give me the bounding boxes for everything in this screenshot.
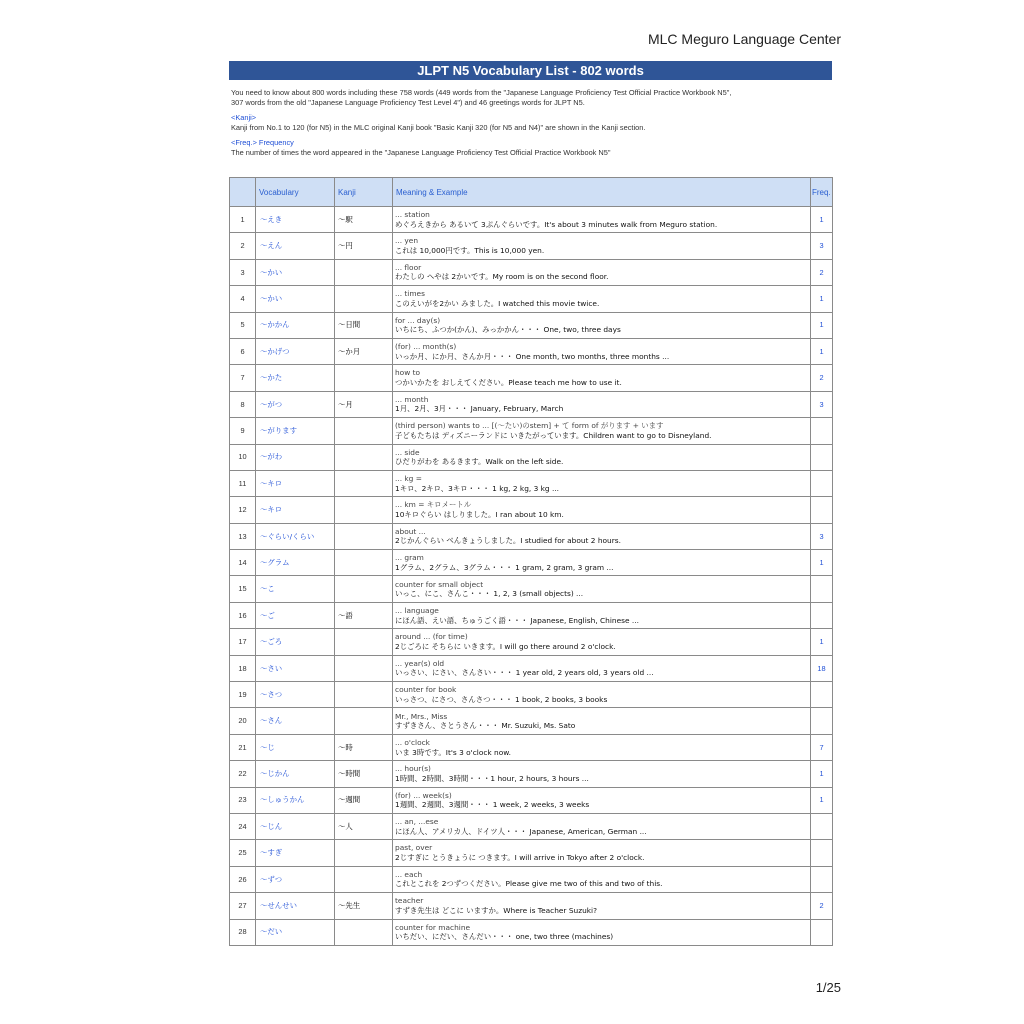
frequency-cell	[811, 682, 833, 708]
kanji-cell	[335, 550, 393, 576]
language-center-name: MLC Meguro Language Center	[647, 31, 841, 47]
meaning-example-cell	[393, 259, 811, 285]
row-number: 9	[230, 418, 256, 444]
frequency-cell	[811, 708, 833, 734]
example-sentence: いっこ、にこ、さんこ・・・ 1, 2, 3 (small objects) ...	[395, 589, 584, 599]
kanji-note	[231, 113, 831, 132]
row-number: 23	[230, 787, 256, 813]
frequency-cell: 3	[811, 523, 833, 549]
vocabulary-word: ～かた	[256, 365, 335, 391]
kanji-cell: ～駅	[335, 207, 393, 233]
vocabulary-word: ～じん	[256, 813, 335, 839]
vocabulary-word: ～じかん	[256, 761, 335, 787]
vocabulary-table	[229, 177, 833, 946]
frequency-cell: 1	[811, 550, 833, 576]
example-sentence: 1キロ、2キロ、3キロ・・・ 1 kg, 2 kg, 3 kg ...	[395, 483, 560, 493]
vocabulary-word: ～ずつ	[256, 866, 335, 892]
example-sentence: これは 10,000円です。This is 10,000 yen.	[395, 246, 545, 256]
table-row	[230, 734, 833, 760]
vocabulary-word: ～グラム	[256, 550, 335, 576]
meaning-text: (for) ... month(s)	[395, 342, 457, 352]
meaning-text: for ... day(s)	[395, 315, 441, 325]
meaning-text: ... yen	[395, 236, 419, 246]
kanji-cell	[335, 919, 393, 945]
kanji-cell	[335, 470, 393, 496]
frequency-cell: 7	[811, 734, 833, 760]
kanji-cell	[335, 840, 393, 866]
row-number: 3	[230, 259, 256, 285]
vocabulary-word: ～しゅうかん	[256, 787, 335, 813]
meaning-example-cell	[393, 655, 811, 681]
example-sentence: 子どもたちは ディズニーランドに いきたがっています。Children want to go to Disneyland.	[395, 430, 712, 440]
kanji-cell	[335, 444, 393, 470]
row-number: 14	[230, 550, 256, 576]
meaning-example-cell	[393, 761, 811, 787]
table-body	[230, 207, 833, 946]
freq-note-text: The number of times the word appeared in the "Japanese Language Proficiency Test Official Practice Workbook N5"	[231, 147, 611, 157]
meaning-example-cell	[393, 550, 811, 576]
frequency-cell: 3	[811, 391, 833, 417]
meaning-text: ... o'clock	[395, 737, 430, 747]
meaning-example-cell	[393, 312, 811, 338]
vocabulary-word: ～じ	[256, 734, 335, 760]
meaning-text: past, over	[395, 843, 433, 853]
kanji-note-text: Kanji from No.1 to 120 (for N5) in the MLC original Kanji book "Basic Kanji 320 (for N5 and N4)" are shown in the Kanji section.	[231, 122, 646, 132]
example-sentence: すずきさん、さとうさん・・・ Mr. Suzuki, Ms. Sato	[395, 721, 576, 731]
kanji-cell: ～日間	[335, 312, 393, 338]
meaning-example-cell	[393, 893, 811, 919]
kanji-cell	[335, 418, 393, 444]
row-number: 19	[230, 682, 256, 708]
meaning-example-cell	[393, 813, 811, 839]
frequency-cell: 1	[811, 338, 833, 364]
frequency-cell	[811, 919, 833, 945]
frequency-cell: 1	[811, 207, 833, 233]
table-row	[230, 813, 833, 839]
row-number: 15	[230, 576, 256, 602]
meaning-example-cell	[393, 497, 811, 523]
example-sentence: いちにち、ふつか(かん)、みっかかん・・・ One, two, three days	[395, 325, 621, 335]
example-sentence: このえいがを2かい みました。I watched this movie twice.	[395, 298, 600, 308]
row-number: 25	[230, 840, 256, 866]
row-number: 5	[230, 312, 256, 338]
table-row	[230, 444, 833, 470]
frequency-cell: 2	[811, 893, 833, 919]
meaning-example-cell	[393, 682, 811, 708]
row-number: 24	[230, 813, 256, 839]
meaning-text: ... each	[395, 869, 423, 879]
kanji-cell	[335, 708, 393, 734]
vocabulary-word: ～かい	[256, 259, 335, 285]
meaning-text: around ... (for time)	[395, 632, 468, 642]
row-number: 13	[230, 523, 256, 549]
vocabulary-word: ～せんせい	[256, 893, 335, 919]
kanji-cell	[335, 365, 393, 391]
row-number: 27	[230, 893, 256, 919]
example-sentence: 1月、2月、3月・・・ January, February, March	[395, 404, 564, 414]
meaning-text: ... month	[395, 394, 429, 404]
example-sentence: 2じかんぐらい べんきょうしました。I studied for about 2 hours.	[395, 536, 621, 546]
meaning-example-cell	[393, 233, 811, 259]
freq-tag: <Freq.> Frequency	[231, 138, 294, 148]
vocabulary-word: ～かい	[256, 286, 335, 312]
kanji-cell: ～時間	[335, 761, 393, 787]
table-row	[230, 523, 833, 549]
frequency-cell	[811, 602, 833, 628]
table-row	[230, 233, 833, 259]
meaning-text: ... year(s) old	[395, 658, 445, 668]
row-number: 7	[230, 365, 256, 391]
frequency-cell: 1	[811, 629, 833, 655]
table-row	[230, 655, 833, 681]
table-row	[230, 866, 833, 892]
example-sentence: いま 3時です。It's 3 o'clock now.	[395, 747, 511, 757]
meaning-text: about ...	[395, 526, 426, 536]
vocabulary-word: ～がります	[256, 418, 335, 444]
meaning-text: ... station	[395, 210, 430, 220]
kanji-cell	[335, 259, 393, 285]
example-sentence: ひだりがわを あるきます。Walk on the left side.	[395, 457, 564, 467]
meaning-text: ... kg =	[395, 474, 422, 483]
meaning-text: teacher	[395, 896, 424, 906]
meaning-text: ... language	[395, 605, 439, 615]
table-row	[230, 391, 833, 417]
column-header-meaning: Meaning & Example	[393, 178, 811, 207]
row-number: 28	[230, 919, 256, 945]
column-header-vocabulary: Vocabulary	[256, 178, 335, 207]
row-number: 16	[230, 602, 256, 628]
kanji-cell: ～語	[335, 602, 393, 628]
row-number: 6	[230, 338, 256, 364]
meaning-text: counter for small object	[395, 579, 484, 589]
row-number: 10	[230, 444, 256, 470]
row-number: 17	[230, 629, 256, 655]
intro-line-2: 307 words from the old "Japanese Language Proficiency Test Level 4") and 46 greetings words for JLPT N5.	[231, 97, 585, 107]
meaning-example-cell	[393, 708, 811, 734]
kanji-cell	[335, 523, 393, 549]
meaning-text: counter for book	[395, 685, 457, 695]
row-number: 20	[230, 708, 256, 734]
vocabulary-word: ～がつ	[256, 391, 335, 417]
row-number: 2	[230, 233, 256, 259]
intro-line-1: You need to know about 800 words including these 758 words (449 words from the "Japanese Language Proficiency Test Official Practice Workbook N5",	[231, 88, 732, 97]
kanji-cell	[335, 682, 393, 708]
meaning-example-cell	[393, 919, 811, 945]
kanji-cell	[335, 655, 393, 681]
kanji-cell: ～人	[335, 813, 393, 839]
kanji-cell: ～月	[335, 391, 393, 417]
meaning-example-cell	[393, 523, 811, 549]
example-sentence: 2じすぎに とうきょうに つきます。I will arrive in Tokyo after 2 o'clock.	[395, 853, 645, 863]
meaning-example-cell	[393, 418, 811, 444]
frequency-cell	[811, 866, 833, 892]
kanji-cell: ～先生	[335, 893, 393, 919]
row-number: 22	[230, 761, 256, 787]
example-sentence: 1週間、2週間、3週間・・・ 1 week, 2 weeks, 3 weeks	[395, 800, 590, 810]
frequency-cell: 1	[811, 286, 833, 312]
kanji-tag: <Kanji>	[231, 113, 257, 123]
example-sentence: めぐろえきから あるいて 3ぷんぐらいです。It's about 3 minutes walk from Meguro station.	[395, 219, 718, 229]
table-row	[230, 338, 833, 364]
frequency-cell: 2	[811, 259, 833, 285]
frequency-cell: 1	[811, 312, 833, 338]
vocabulary-word: ～キロ	[256, 497, 335, 523]
table-row	[230, 840, 833, 866]
table-row	[230, 259, 833, 285]
example-sentence: わたしの へやは 2かいです。My room is on the second floor.	[395, 272, 609, 282]
row-number: 1	[230, 207, 256, 233]
vocabulary-word: ～かげつ	[256, 338, 335, 364]
table-row	[230, 576, 833, 602]
meaning-example-cell	[393, 338, 811, 364]
table-row	[230, 418, 833, 444]
frequency-cell	[811, 813, 833, 839]
meaning-text: ... gram	[395, 553, 424, 563]
meaning-example-cell	[393, 629, 811, 655]
meaning-example-cell	[393, 286, 811, 312]
vocabulary-word: ～すぎ	[256, 840, 335, 866]
example-sentence: いっさい、にさい、さんさい・・・ 1 year old, 2 years old, 3 years old ...	[395, 668, 654, 678]
frequency-cell	[811, 497, 833, 523]
vocabulary-word: ～さん	[256, 708, 335, 734]
meaning-text: ... an, ...ese	[395, 817, 439, 827]
example-sentence: いっさつ、にさつ、さんさつ・・・ 1 book, 2 books, 3 books	[395, 694, 608, 704]
row-number: 12	[230, 497, 256, 523]
intro-section	[231, 88, 831, 164]
meaning-text: how to	[395, 368, 421, 378]
meaning-text: ... km = キロメートル	[395, 500, 472, 510]
vocabulary-word: ～だい	[256, 919, 335, 945]
frequency-cell	[811, 444, 833, 470]
meaning-example-cell	[393, 365, 811, 391]
table-row	[230, 682, 833, 708]
kanji-cell: ～円	[335, 233, 393, 259]
meaning-example-cell	[393, 734, 811, 760]
vocabulary-word: ～ご	[256, 602, 335, 628]
table-row	[230, 893, 833, 919]
column-header-no	[230, 178, 256, 207]
frequency-cell: 3	[811, 233, 833, 259]
vocabulary-word: ～かかん	[256, 312, 335, 338]
row-number: 11	[230, 470, 256, 496]
meaning-text: ... floor	[395, 262, 422, 272]
table-row	[230, 708, 833, 734]
example-sentence: いちだい、にだい、さんだい・・・ one, two three (machines)	[395, 932, 614, 942]
meaning-example-cell	[393, 444, 811, 470]
example-sentence: 1グラム、2グラム、3グラム・・・ 1 gram, 2 gram, 3 gram ...	[395, 562, 614, 572]
frequency-cell: 1	[811, 761, 833, 787]
example-sentence: これとこれを 2つずつください。Please give me two of this and two of this.	[395, 879, 663, 889]
meaning-example-cell	[393, 576, 811, 602]
example-sentence: にほん語、えい語、ちゅうごく語・・・ Japanese, English, Chinese ...	[395, 615, 639, 625]
page-number: 1/25	[815, 980, 841, 995]
table-header-row	[230, 178, 833, 207]
kanji-cell: ～か月	[335, 338, 393, 364]
vocabulary-word: ～えき	[256, 207, 335, 233]
vocabulary-word: ～ぐらい/くらい	[256, 523, 335, 549]
table-row	[230, 761, 833, 787]
meaning-text: ... times	[395, 289, 425, 299]
meaning-example-cell	[393, 391, 811, 417]
meaning-text: ... hour(s)	[395, 764, 431, 774]
meaning-text: (third person) wants to ... [(～たい)のstem] + て form of がります + います	[395, 421, 664, 431]
table-row	[230, 919, 833, 945]
meaning-text: counter for machine	[395, 922, 471, 932]
example-sentence: 10キロぐらい はしりました。I ran about 10 km.	[395, 509, 564, 519]
kanji-cell	[335, 866, 393, 892]
frequency-cell: 18	[811, 655, 833, 681]
column-header-kanji: Kanji	[335, 178, 393, 207]
kanji-cell	[335, 576, 393, 602]
table-row	[230, 629, 833, 655]
document-title: JLPT N5 Vocabulary List - 802 words	[229, 61, 832, 80]
vocabulary-word: ～こ	[256, 576, 335, 602]
kanji-cell	[335, 286, 393, 312]
meaning-example-cell	[393, 866, 811, 892]
vocabulary-word: ～さい	[256, 655, 335, 681]
column-header-frequency: Freq.	[811, 178, 833, 207]
example-sentence: 1時間、2時間、3時間・・・1 hour, 2 hours, 3 hours ...	[395, 773, 589, 783]
meaning-example-cell	[393, 787, 811, 813]
vocabulary-word: ～がわ	[256, 444, 335, 470]
vocabulary-word: ～キロ	[256, 470, 335, 496]
vocabulary-word: ～さつ	[256, 682, 335, 708]
row-number: 26	[230, 866, 256, 892]
kanji-cell	[335, 497, 393, 523]
vocabulary-word: ～ごろ	[256, 629, 335, 655]
freq-note	[231, 138, 831, 157]
table-row	[230, 207, 833, 233]
table-row	[230, 365, 833, 391]
table-row	[230, 550, 833, 576]
frequency-cell	[811, 576, 833, 602]
meaning-example-cell	[393, 840, 811, 866]
row-number: 8	[230, 391, 256, 417]
kanji-cell: ～週間	[335, 787, 393, 813]
kanji-cell	[335, 629, 393, 655]
meaning-text: Mr., Mrs., Miss	[395, 711, 448, 721]
table-row	[230, 602, 833, 628]
frequency-cell	[811, 418, 833, 444]
frequency-cell	[811, 840, 833, 866]
meaning-text: ... side	[395, 447, 420, 457]
frequency-cell: 1	[811, 787, 833, 813]
meaning-example-cell	[393, 470, 811, 496]
meaning-example-cell	[393, 602, 811, 628]
example-sentence: いっか月、にか月、さんか月・・・ One month, two months, three months ...	[395, 351, 670, 361]
row-number: 21	[230, 734, 256, 760]
example-sentence: すずき先生は どこに いますか。Where is Teacher Suzuki?	[395, 905, 598, 915]
table-row	[230, 470, 833, 496]
table-row	[230, 787, 833, 813]
table-row	[230, 497, 833, 523]
frequency-cell	[811, 470, 833, 496]
frequency-cell: 2	[811, 365, 833, 391]
row-number: 4	[230, 286, 256, 312]
row-number: 18	[230, 655, 256, 681]
table-row	[230, 286, 833, 312]
intro-paragraph	[231, 88, 831, 107]
vocabulary-word: ～えん	[256, 233, 335, 259]
table-row	[230, 312, 833, 338]
meaning-text: (for) ... week(s)	[395, 790, 452, 800]
example-sentence: つかいかたを おしえてください。Please teach me how to use it.	[395, 378, 622, 388]
meaning-example-cell	[393, 207, 811, 233]
example-sentence: にほん人、アメリカ人、ドイツ人・・・ Japanese, American, German ...	[395, 826, 647, 836]
example-sentence: 2じごろに そちらに いきます。I will go there around 2 o'clock.	[395, 641, 616, 651]
kanji-cell: ～時	[335, 734, 393, 760]
